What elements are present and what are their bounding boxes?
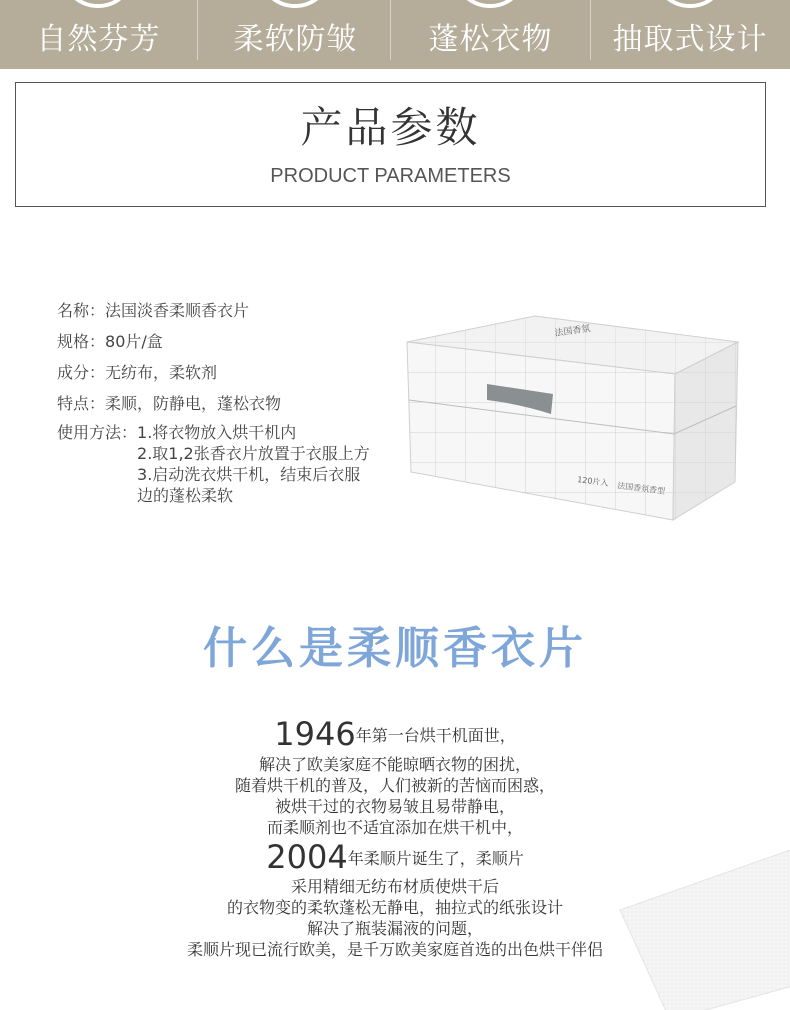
feature-icon xyxy=(66,0,130,8)
feature-natural-fragrance xyxy=(0,0,197,69)
feature-label: 柔软防皱 xyxy=(233,22,358,57)
usage-step: 1.将衣物放入烘干机内 xyxy=(137,423,297,442)
story-line: 而柔顺剂也不适宜添加在烘干机中， xyxy=(266,818,523,837)
spec-feature-value: 柔顺，防静电，蓬松衣物 xyxy=(105,394,282,413)
feature-label: 抽取式设计 xyxy=(612,22,768,57)
story-line: 的衣物变的柔软蓬松无静电，抽拉式的纸张设计 xyxy=(226,898,563,917)
story-line: 被烘干过的衣物易皱且易带静电， xyxy=(274,797,515,816)
parameters-subtitle: PRODUCT PARAMETERS xyxy=(270,165,511,187)
spec-ingredient-key: 成分： xyxy=(57,363,106,382)
year-1946: 1946 xyxy=(274,715,356,753)
year-2004: 2004 xyxy=(266,838,348,876)
story-line: 解决了欧美家庭不能晾晒衣物的困扰， xyxy=(258,755,531,774)
feature-bar xyxy=(0,0,790,69)
spec-size-value: 80片/盒 xyxy=(105,332,163,351)
spec-size-row xyxy=(57,329,417,360)
spec-ingredient-value: 无纺布，柔软剂 xyxy=(105,363,218,382)
usage-step: 边的蓬松柔软 xyxy=(137,486,234,505)
story-line: 采用精细无纺布材质使烘干后 xyxy=(290,877,499,896)
spec-feature-row xyxy=(57,391,417,422)
usage-steps xyxy=(137,422,370,506)
box-count-label: 120片入 xyxy=(576,475,609,488)
feature-label: 自然芬芳 xyxy=(36,22,161,57)
spec-name-row xyxy=(57,298,417,329)
parameters-title: 产品参数 xyxy=(300,103,481,152)
spec-ingredient-row xyxy=(57,360,417,391)
story-1946 xyxy=(0,716,790,838)
box-name-label: 法国香氛香型 xyxy=(616,481,666,496)
usage-step: 2.取1,2张香衣片放置于衣服上方 xyxy=(137,444,370,463)
feature-label: 蓬松衣物 xyxy=(428,22,553,57)
year-1946-suffix: 年第一台烘干机面世， xyxy=(355,726,516,745)
parameters-title-box xyxy=(15,82,766,207)
feature-pull-out-design xyxy=(590,0,790,69)
year-2004-suffix: 年柔顺片诞生了，柔顺片 xyxy=(347,849,524,868)
spec-size-key: 规格： xyxy=(57,332,106,351)
feature-fluffy-clothes xyxy=(392,0,589,69)
spec-usage-row xyxy=(57,422,417,506)
spec-name-key: 名称： xyxy=(57,301,106,320)
story-line: 柔顺片现已流行欧美，是千万欧美家庭首选的出色烘干伴侣 xyxy=(186,940,603,959)
product-specs xyxy=(57,298,417,506)
story-line: 随着烘干机的普及，人们被新的苦恼而困惑， xyxy=(234,776,555,795)
feature-divider xyxy=(390,0,391,60)
story-line: 解决了瓶装漏液的问题， xyxy=(306,919,483,938)
spec-name-value: 法国淡香柔顺香衣片 xyxy=(105,301,250,320)
feature-icon xyxy=(263,0,327,8)
section-title: 什么是柔顺香衣片 xyxy=(203,623,587,674)
spec-usage-key: 使用方法： xyxy=(57,423,138,442)
feature-icon xyxy=(458,0,522,8)
usage-step: 3.启动洗衣烘干机，结束后衣服 xyxy=(137,465,361,484)
svg-text:法国香氛: 法国香氛 xyxy=(554,324,592,339)
spec-feature-key: 特点： xyxy=(57,394,106,413)
story-2004 xyxy=(0,840,790,960)
product-box-image xyxy=(405,312,740,524)
feature-soft-anti-wrinkle xyxy=(197,0,394,69)
feature-icon xyxy=(658,0,722,8)
